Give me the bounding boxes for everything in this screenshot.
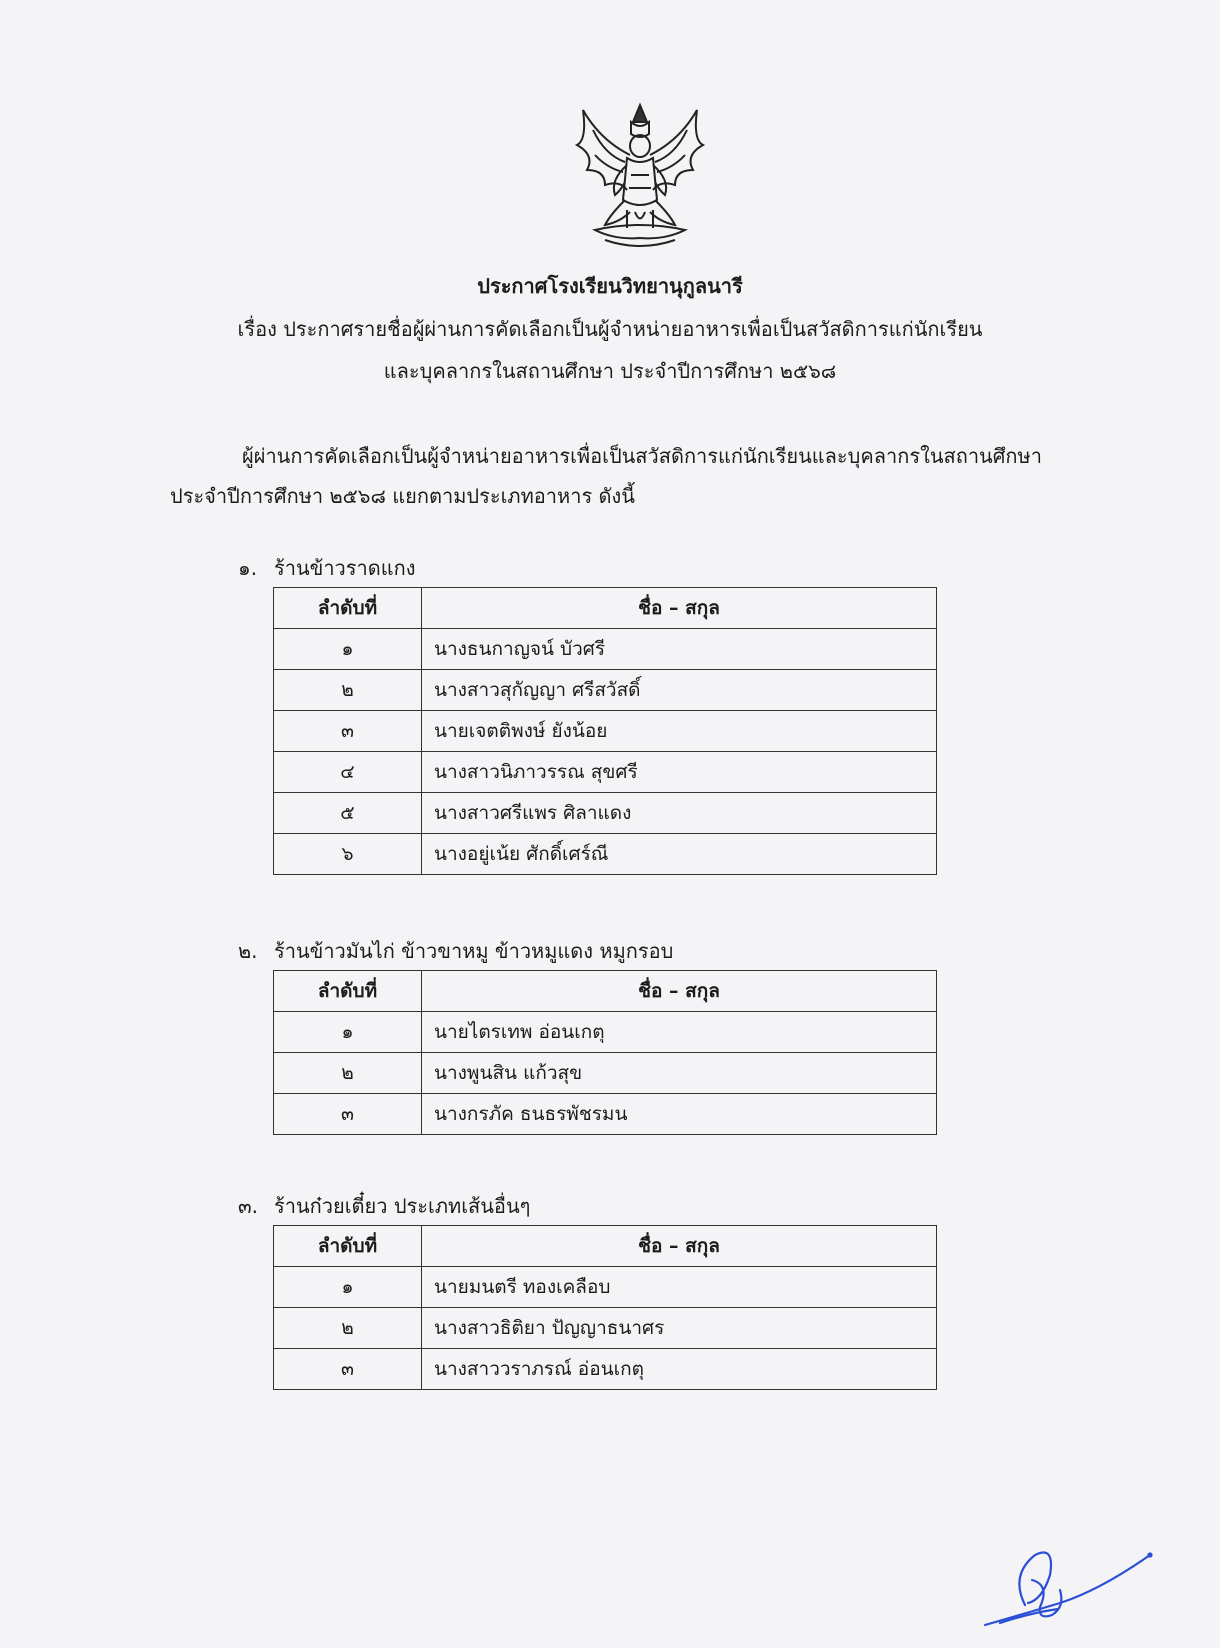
table-header-row [274, 588, 937, 629]
subject-line-1: เรื่อง ประกาศรายชื่อผู้ผ่านการคัดเลือกเป็นผู้จำหน่ายอาหารเพื่อเป็นสวัสดิการแก่นักเรียน [237, 317, 983, 341]
section-heading [238, 935, 673, 967]
table-row [274, 834, 937, 875]
row-number: ๑ [274, 1012, 422, 1053]
table-row [274, 1308, 937, 1349]
column-header-name: ชื่อ – สกุล [422, 588, 937, 629]
section-heading [238, 1190, 530, 1222]
vendor-table [273, 970, 937, 1135]
row-name: นางกรภัค ธนธรพัชรมน [422, 1094, 937, 1135]
row-name: นายมนตรี ทองเคลือบ [422, 1267, 937, 1308]
table-row [274, 711, 937, 752]
row-name: นางอยู่เน้ย ศักดิ์เศร์ณี [422, 834, 937, 875]
row-number: ๔ [274, 752, 422, 793]
row-number: ๒ [274, 670, 422, 711]
row-name: นางธนกาญจน์ บัวศรี [422, 629, 937, 670]
signature-icon [980, 1535, 1155, 1630]
row-name: นางสาววราภรณ์ อ่อนเกตุ [422, 1349, 937, 1390]
column-header-no: ลำดับที่ [274, 588, 422, 629]
row-name: นายเจตติพงษ์ ยังน้อย [422, 711, 937, 752]
section-number: ๒. [238, 939, 258, 963]
row-number: ๓ [274, 1349, 422, 1390]
garuda-emblem-icon [565, 100, 715, 260]
row-name: นางสาวธิติยา ปัญญาธนาศร [422, 1308, 937, 1349]
column-header-name: ชื่อ – สกุล [422, 971, 937, 1012]
row-number: ๓ [274, 711, 422, 752]
row-name: นางสาวศรีแพร ศิลาแดง [422, 793, 937, 834]
row-name: นางสาวนิภาวรรณ สุขศรี [422, 752, 937, 793]
section-heading [238, 552, 416, 584]
column-header-no: ลำดับที่ [274, 1226, 422, 1267]
row-number: ๓ [274, 1094, 422, 1135]
row-name: นางสาวสุกัญญา ศรีสวัสดิ์ [422, 670, 937, 711]
vendor-table [273, 1225, 937, 1390]
table-row [274, 629, 937, 670]
row-number: ๒ [274, 1308, 422, 1349]
vendor-table [273, 587, 937, 875]
table-row [274, 670, 937, 711]
table-row [274, 1053, 937, 1094]
table-row [274, 1012, 937, 1053]
column-header-name: ชื่อ – สกุล [422, 1226, 937, 1267]
table-row [274, 1349, 937, 1390]
section-title: ร้านข้าวราดแกง [274, 556, 416, 580]
section-title: ร้านข้าวมันไก่ ข้าวขาหมู ข้าวหมูแดง หมูกรอบ [274, 939, 674, 963]
table-row [274, 752, 937, 793]
row-name: นางพูนสิน แก้วสุข [422, 1053, 937, 1094]
body-paragraph-line-2: ประจำปีการศึกษา ๒๕๖๘ แยกตามประเภทอาหาร ดังนี้ [170, 484, 635, 508]
row-number: ๖ [274, 834, 422, 875]
table-header-row [274, 1226, 937, 1267]
body-paragraph-line-1: ผู้ผ่านการคัดเลือกเป็นผู้จำหน่ายอาหารเพื่อเป็นสวัสดิการแก่นักเรียนและบุคลากรในสถานศึกษา [242, 444, 1042, 468]
table-row [274, 1094, 937, 1135]
table-row [274, 1267, 937, 1308]
row-name: นายไตรเทพ อ่อนเกตุ [422, 1012, 937, 1053]
row-number: ๕ [274, 793, 422, 834]
announcement-title: ประกาศโรงเรียนวิทยานุกูลนารี [477, 274, 743, 298]
section-title: ร้านก๋วยเตี๋ยว ประเภทเส้นอื่นๆ [274, 1194, 531, 1218]
column-header-no: ลำดับที่ [274, 971, 422, 1012]
row-number: ๑ [274, 1267, 422, 1308]
section-number: ๓. [238, 1194, 259, 1218]
section-number: ๑. [238, 556, 258, 580]
row-number: ๒ [274, 1053, 422, 1094]
table-row [274, 793, 937, 834]
table-header-row [274, 971, 937, 1012]
row-number: ๑ [274, 629, 422, 670]
subject-line-2: และบุคลากรในสถานศึกษา ประจำปีการศึกษา ๒๕๖๘ [383, 359, 837, 383]
